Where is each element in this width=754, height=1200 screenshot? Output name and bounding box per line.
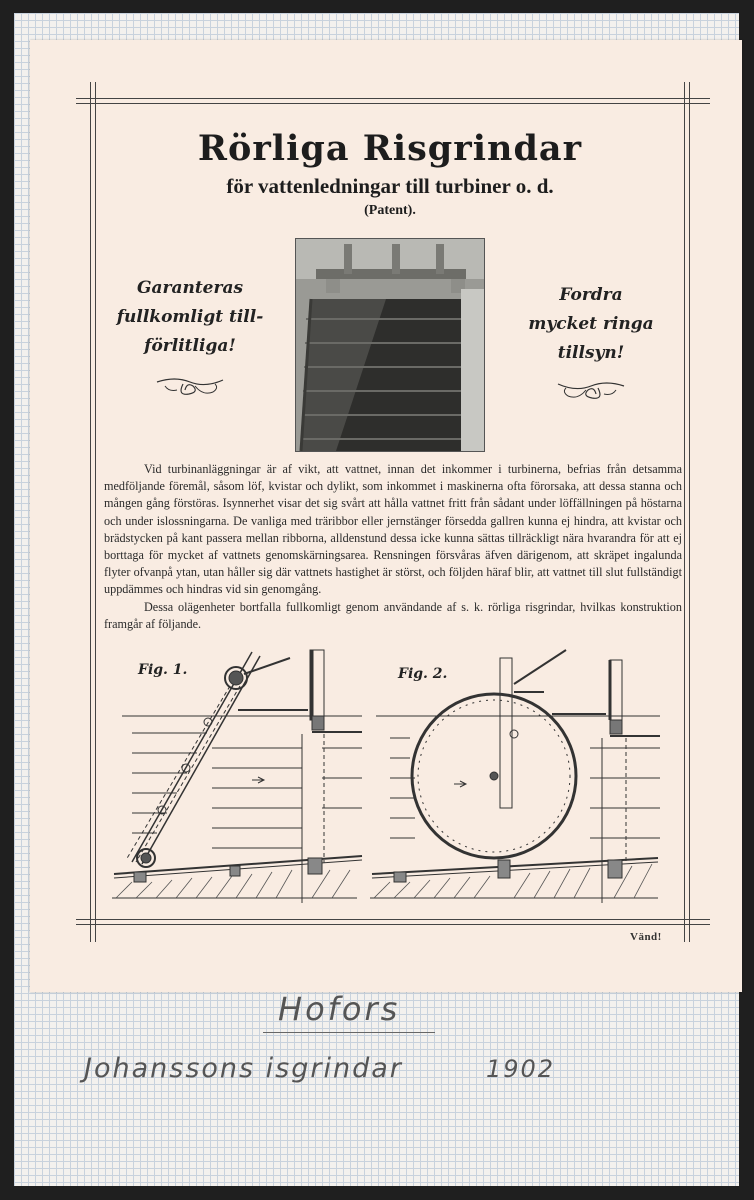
frame-left-rule <box>90 82 96 942</box>
patent-note: (Patent). <box>364 203 416 218</box>
right-claim-line: tillsyn! <box>557 343 625 363</box>
right-claim <box>511 281 671 368</box>
figure-2-label: Fig. 2. <box>398 666 448 682</box>
right-claim-line: mycket ringa <box>528 314 654 334</box>
flourish-ornament-icon <box>155 374 225 400</box>
left-claim-line: förlitliga! <box>144 336 236 356</box>
turn-over-note: Vänd! <box>630 931 662 943</box>
description-text <box>104 461 682 633</box>
figure-2-diagram <box>370 648 670 910</box>
figure-1-diagram <box>112 648 372 910</box>
figure-1-label: Fig. 1. <box>138 662 188 678</box>
flourish-ornament-icon <box>556 378 626 404</box>
frame-top-rule <box>76 98 710 104</box>
right-claim-line: Fordra <box>559 285 623 305</box>
left-claim-line: fullkomligt till- <box>116 307 264 327</box>
description-paragraph: Dessa olägenheter bortfalla fullkomligt genom användande af s. k. rörliga risgrindar, hvilkas konstruktion framgår af följande. <box>104 599 682 631</box>
description-paragraph: Vid turbinanläggningar är af vikt, att vattnet, innan det inkommer i turbinerna, befrias från detsamma medföljande föremål, såsom löf, kvistar och dylikt, som inkommet i maskinerna ofta förorsaka, att dessa stanna och mången gång förstöras. Isynnerhet visar det sig svårt att hålla vattnet fritt från sådant under löffällningen på höstarna och under islossningarna. De vanliga med träribbor eller jernstänger försedda gallren kunna ej hindra, att kvistar och brädstycken på kant passera mellan ribborna, alldenstund dessa icke kunna sättas tillräckligt nära hvarandra för att ej borttaga för mycket af vattnets genomskärningsarea. Rensningen försvåras äfven därigenom, att skräpet ingalunda flyter ofvanpå ytan, utan håller sig där vattnets hastighet är störst, och följden häraf blir, att vattnet till slut fullständigt uppdämmes och hindras vid sin genomgång. <box>104 462 682 597</box>
rack-photograph <box>295 238 485 452</box>
left-claim <box>110 274 270 361</box>
handwritten-description: Johanssons isgrindar <box>84 1053 403 1084</box>
left-claim-line: Garanteras <box>136 278 244 298</box>
frame-bottom-rule <box>76 919 710 925</box>
handwritten-place: Hofors <box>278 990 401 1028</box>
handwritten-underline <box>263 1032 435 1033</box>
poster-subtitle: för vattenledningar till turbiner o. d. <box>226 174 554 198</box>
frame-right-rule <box>684 82 690 942</box>
poster-title: Rörliga Risgrindar <box>197 128 583 169</box>
handwritten-year: 1902 <box>486 1055 556 1083</box>
